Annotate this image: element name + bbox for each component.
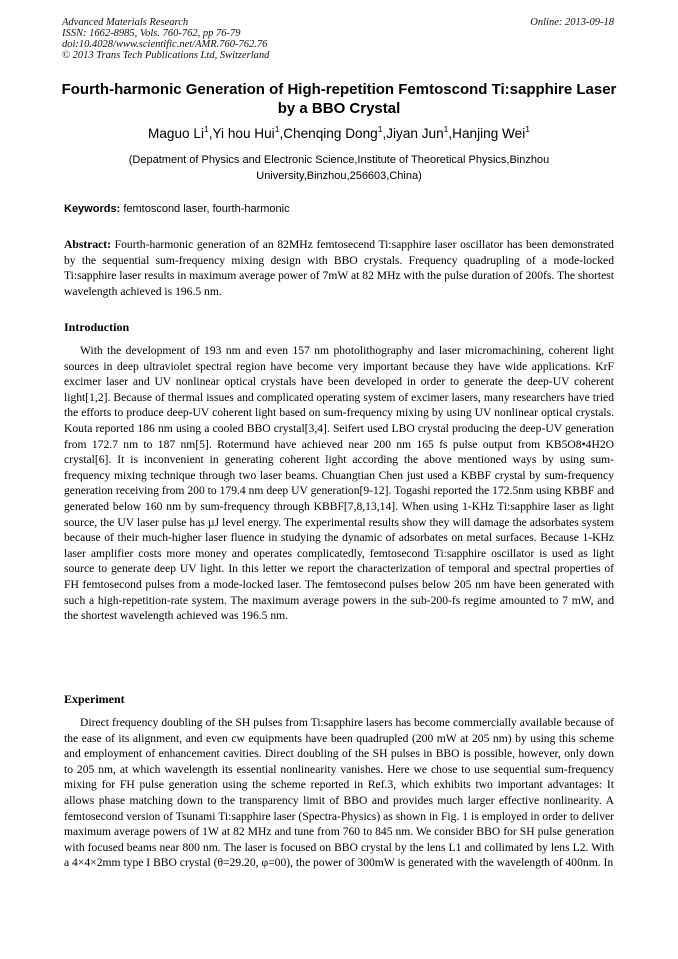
author-name: Yi hou Hui xyxy=(212,126,275,141)
author-name: Jiyan Jun xyxy=(386,126,444,141)
doi-line: doi:10.4028/www.scientific.net/AMR.760-762.76 xyxy=(62,39,268,50)
affiliation-mark: 1 xyxy=(525,124,530,134)
issn-line: ISSN: 1662-8985, Vols. 760-762, pp 76-79 xyxy=(62,28,241,39)
affiliation-mark: 1 xyxy=(203,124,209,134)
introduction-paragraph: With the development of 193 nm and even 157 nm photolithography and laser micromachining, coherent light sources in deep ultraviolet spectral region have become very important because they have wide applications. KrF excimer laser and UV nonlinear optical crystals have been developed in order to generate the deep-UV coherent light[1,2]. Because of thermal issues and complicated operating system of excimer lasers, many researchers have tried the efforts to produce deep-UV coherent light based on sum-frequency mixing by using UV nonlinear optical crystals. Kouta reported 186 nm using a cooled BBO crystal[3,4]. Seifert used LBO crystal producing the deep-UV generation from 172.7 nm to 187 nm[5]. Rotermund have achieved near 200 nm 165 fs pulse output from KB5O8•4H2O crystal[6]. It is inconvenient in generating coherent light according the above mentioned ways by using sum-frequency mixing technique through two laser beams. Chuangtian Chen just used a KBBF crystal by sum-frequency generation receiving from 200 to 179.4 nm deep UV generation[9-12]. Togashi reported the 172.5nm using KBBF and generated below 160 nm by sum-frequency through KBBF[7,8,13,14]. When using 1-KHz Ti:sapphire laser as light source, the UV laser pulse has µJ level energy. The experimental results show they will damage the adsorbates system because of their much-higher laser fluence in studying the dynamic of adsorbates on metal surfaces. Because 1-KHz laser amplifier costs more money and operates complicatedly, femtosecond Ti:sapphire oscillator is used as light source to generate deep UV light. In this letter we report the characterization of temporal and spectral properties of FH femtosecond pulses from a mode-locked laser. The femtosecond pulses below 205 nm have been generated with such a high-repetition-rate system. The maximum average powers in the sub-200-fs regime amounted to 7 mW, and the shortest wavelength achieved was 196.5 nm. xyxy=(64,344,614,623)
author-name: Hanjing Wei xyxy=(452,126,526,141)
journal-header xyxy=(62,17,269,61)
affiliation-mark: 1 xyxy=(443,124,449,134)
paper-title: Fourth-harmonic Generation of High-repetition Femtoscond Ti:sapphire Laser by a BBO Crystal xyxy=(61,81,617,117)
online-date-text: Online: 2013-09-18 xyxy=(530,17,614,28)
abstract-text: Fourth-harmonic generation of an 82MHz femtosecend Ti:sapphire laser oscillator has been demonstrated by the sequential sum-frequency mixing design with BBO crystals. Frequency quadrupling of a mode-locked Ti:sapphire laser results in maximum average power of 7mW at 82 MHz with the pulse duration of 200fs. The shortest wavelength achieved is 196.5 nm. xyxy=(64,238,614,298)
introduction-heading: Introduction xyxy=(64,320,130,334)
author-name: Maguo Li xyxy=(148,126,204,141)
experiment-heading: Experiment xyxy=(64,692,125,706)
journal-name: Advanced Materials Research xyxy=(62,17,189,28)
experiment-paragraph: Direct frequency doubling of the SH pulses from Ti:sapphire lasers has become commercially available because of the ease of its alignment, and even cw equipments have been quadrupled (200 mW at 205 nm) by using this scheme and employment of enhancement cavities. Direct doubling of the SH pulses in BBO is possible, however, only down to 205 nm, at which wavelength its essential nonlinearity vanishes. Here we chose to use sequential sum-frequency mixing for FH pulse generation using the scheme reported in Ref.3, which exhibits two important advantages: It allows phase matching down to the transparency limit of BBO and provides much larger effective nonlinearity. A femtosecond version of Tsunami Ti:sapphire laser (Spectra-Physics) as shown in Fig. 1 is employed in order to deliver maximum average powers of 1W at 82 MHz and tune from 760 to 845 nm. We consider BBO for SH pulse generation with focused beams near 800 nm. The laser is focused on BBO crystal by the lens L1 and collimated by lens L2. With a 4×4×2mm type I BBO crystal (θ=29.20, φ=00), the power of 300mW is generated with the wavelength of 400nm. In xyxy=(64,716,614,870)
affiliation: (Depatment of Physics and Electronic Science,Institute of Theoretical Physics,Binzhou University,Binzhou,256603,China) xyxy=(128,154,550,182)
affiliation-mark: 1 xyxy=(274,124,280,134)
keywords-text: femtoscond laser, fourth-harmonic xyxy=(123,203,290,215)
abstract-label: Abstract: xyxy=(64,238,112,251)
copyright-line: © 2013 Trans Tech Publications Ltd, Switzerland xyxy=(62,50,270,61)
keywords-line xyxy=(64,202,290,216)
keywords-label: Keywords: xyxy=(64,203,121,215)
author-list: Maguo Li$^1$,Yi hou Hui$^1$,Chenqing Dong$^1$,Jiyan Jun$^1$,Hanjing Wei$^1$ xyxy=(148,124,530,141)
online-date xyxy=(530,17,614,28)
author-name: Chenqing Dong xyxy=(283,126,378,141)
abstract xyxy=(64,237,614,299)
affiliation-mark: 1 xyxy=(377,124,383,134)
